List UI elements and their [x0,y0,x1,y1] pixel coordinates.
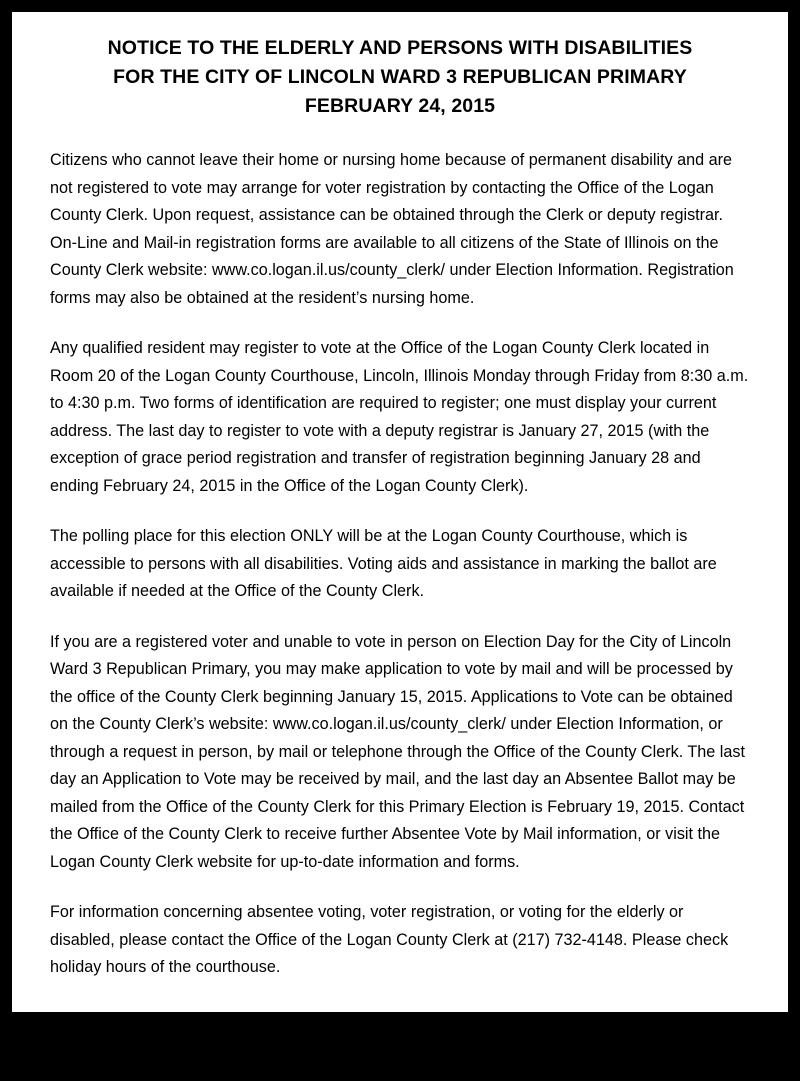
paragraph-qualified-resident: Any qualified resident may register to vote at the Office of the Logan County Clerk located in Room 20 of the Logan County Courthouse, Lincoln, Illinois Monday through Friday from 8:30 a.m. to 4:30 p.m. Two forms of identification are required to register; one must display your current address. The last day to register to vote with a deputy registrar is January 27, 2015 (with the exception of grace period registration and transfer of registration beginning January 28 and ending February 24, 2015 in the Office of the Logan County Clerk). [50,339,749,495]
title-line-3: FEBRUARY 24, 2015 [304,95,496,117]
paragraph-vote-by-mail: If you are a registered voter and unable to vote in person on Election Day for the City of Lincoln Ward 3 Republican Primary, you may make application to vote by mail and will be processed by the office of the County Clerk beginning January 15, 2015. Applications to Vote can be obtained on the County Clerk’s website: www.co.logan.il.us/county_clerk/ under Election Information, or through a request in person, by mail or telephone through the Office of the County Clerk. The last day an Application to Vote may be received by mail, and the last day an Absentee Ballot may be mailed from the Office of the County Clerk for this Primary Election is February 19, 2015. Contact the Office of the County Clerk to receive further Absentee Vote by Mail information, or visit the Logan County Clerk website for up-to-date information and forms. [50,632,745,871]
signature-block [50,1016,750,1071]
title-line-2: FOR THE CITY OF LINCOLN WARD 3 REPUBLICAN PRIMARY [113,66,687,88]
document-page [12,12,788,1065]
signature-title: Logan County Clerk [328,1047,472,1065]
paragraph-registration: Citizens who cannot leave their home or nursing home because of permanent disability and are not registered to vote may arrange for voter registration by contacting the Office of the Logan County Clerk. Upon request, assistance can be obtained through the Clerk or deputy registrar. On-Line and Mail-in registration forms are available to all citizens of the State of Illinois on the County Clerk website: www.co.logan.il.us/county_clerk/ under Election Information. Registration forms may also be obtained at the resident’s nursing home. [50,151,734,307]
notice-body [50,147,750,982]
paragraph-polling-place: The polling place for this election ONLY will be at the Logan County Courthouse, which is accessible to persons with all disabilities. Voting aids and assistance in marking the ballot are available if needed at the Office of the County Clerk. [50,527,717,600]
paragraph-contact-info: For information concerning absentee voting, voter registration, or voting for the elderly or disabled, please contact the Office of the Logan County Clerk at (217) 732-4148. Please check holiday hours of the courthouse. [50,903,729,976]
signature-name: /s/ Sally J. Turner, [335,1019,465,1038]
document-content [12,12,788,1081]
page-title [50,34,750,121]
title-line-1: NOTICE TO THE ELDERLY AND PERSONS WITH DISABILITIES [107,37,693,59]
